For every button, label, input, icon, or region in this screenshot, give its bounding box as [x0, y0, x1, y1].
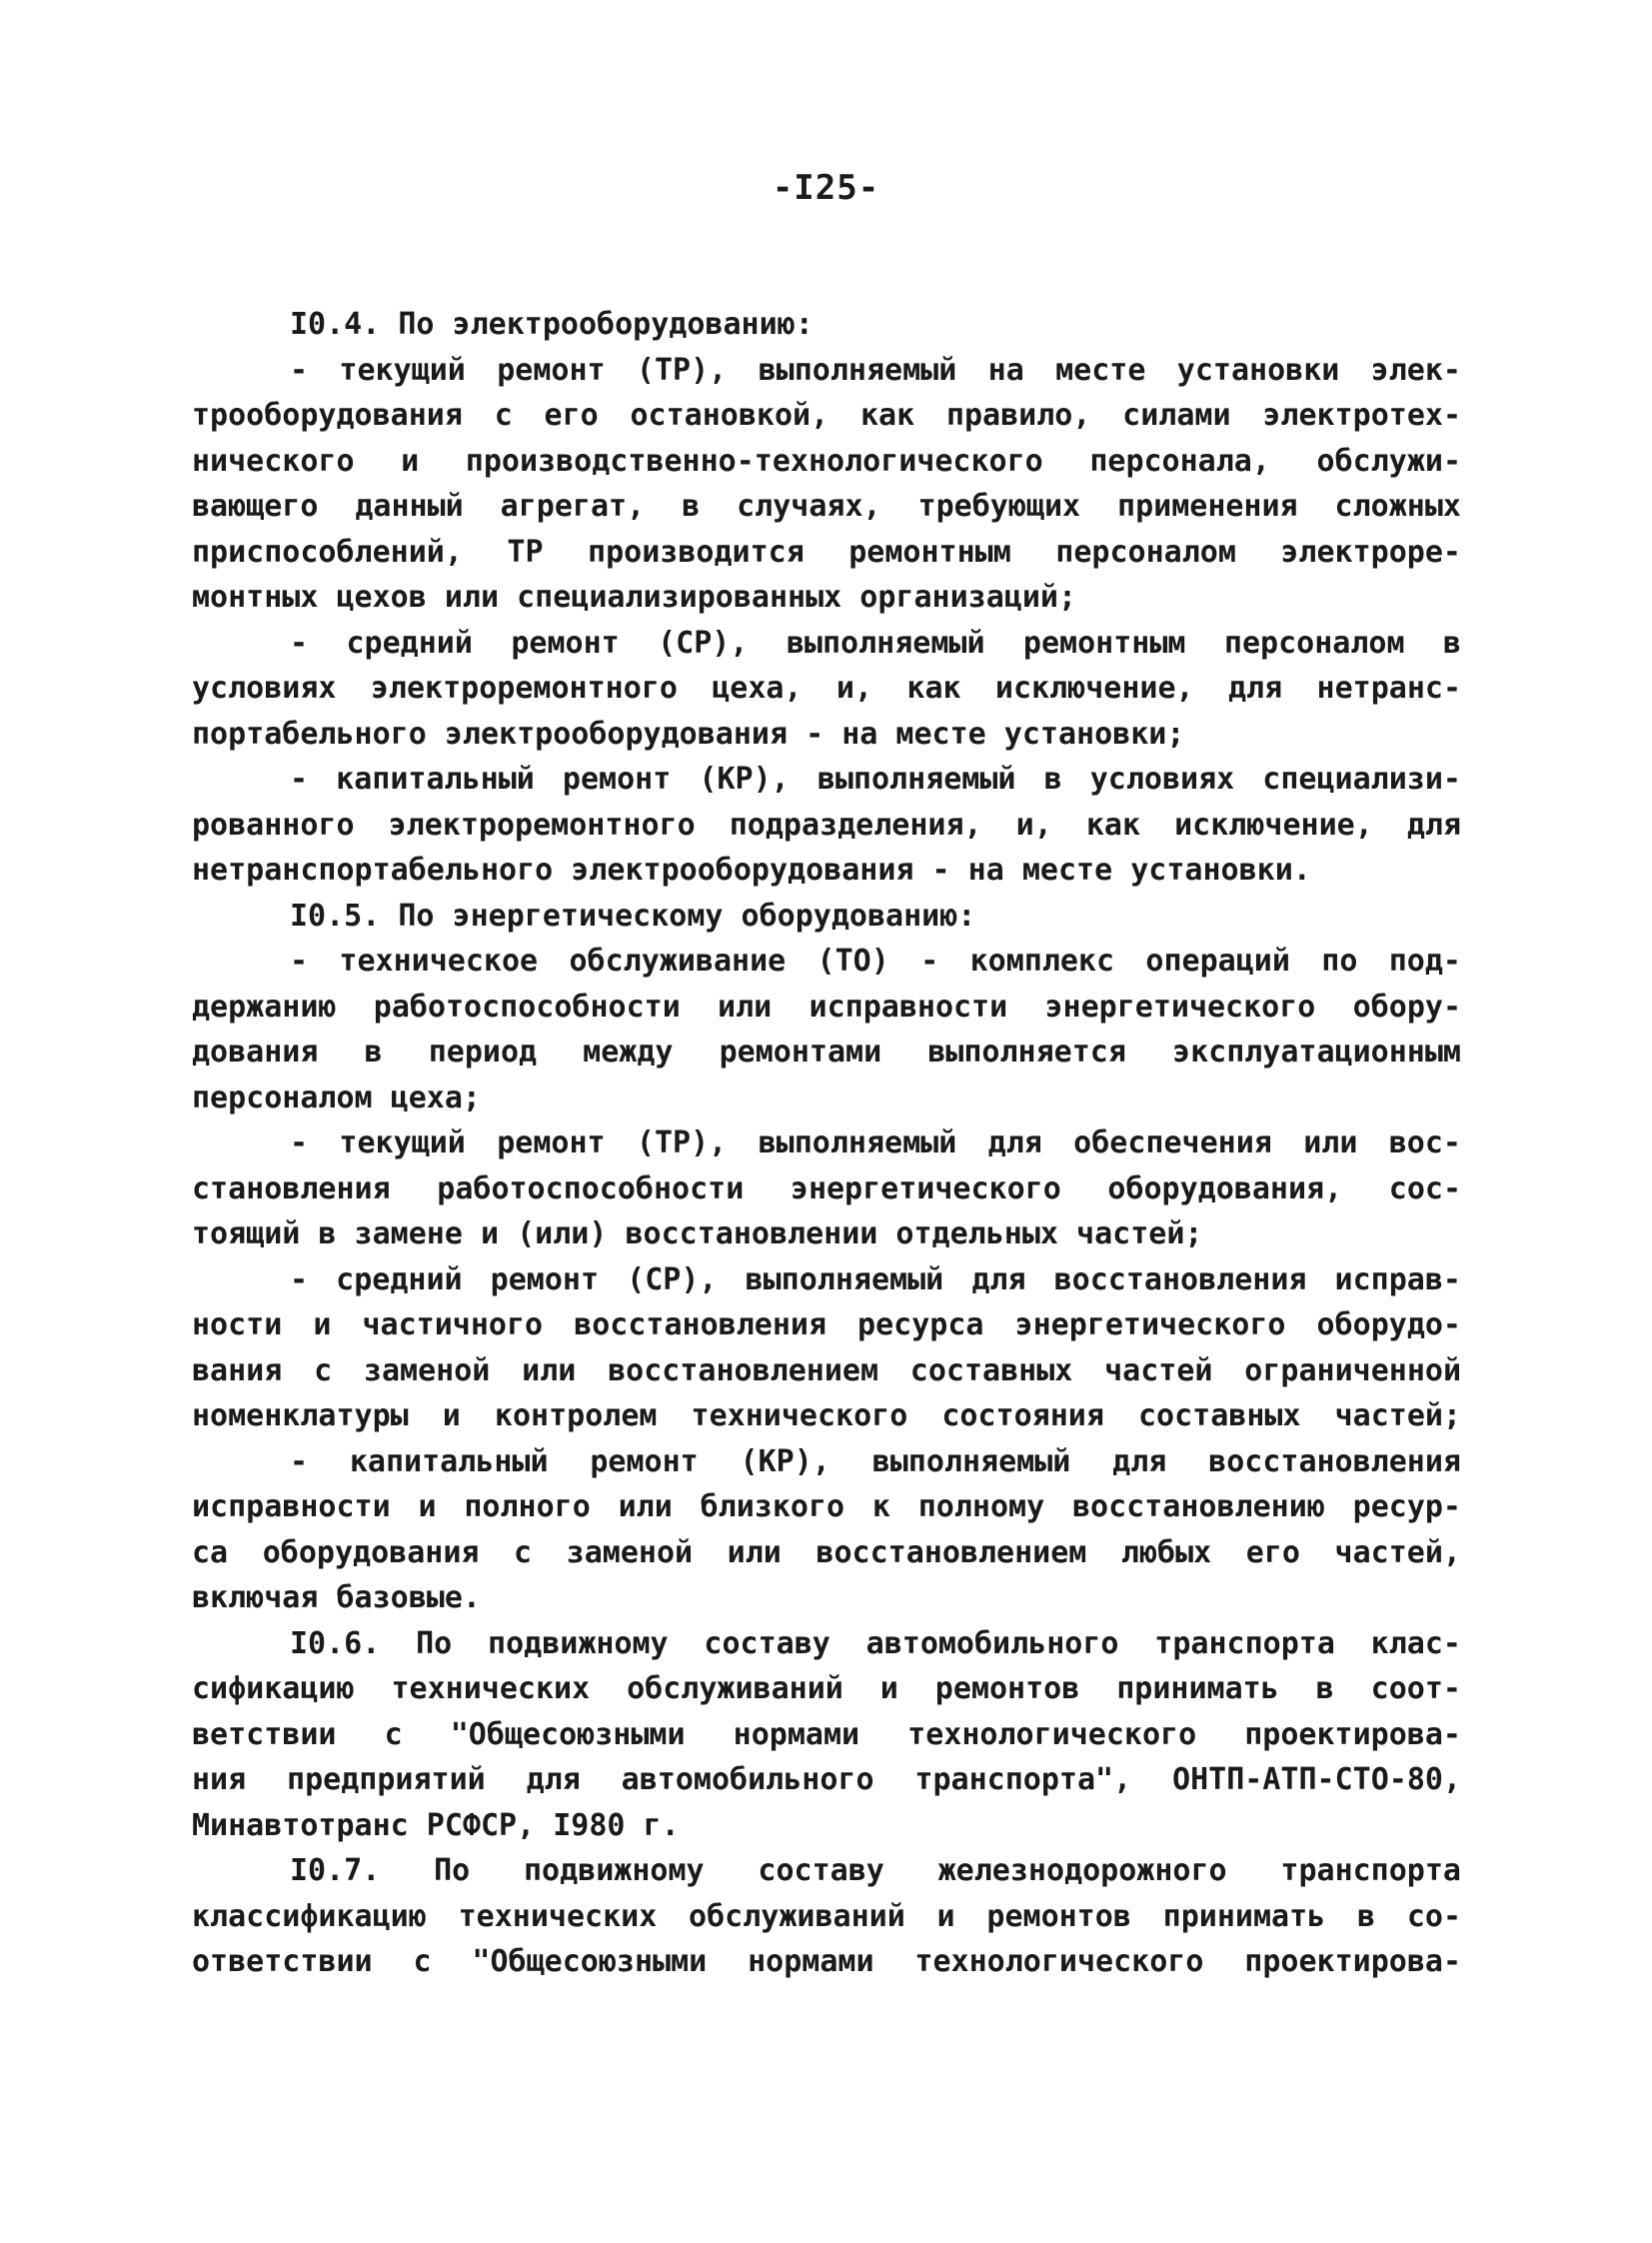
text-line: приспособлений, ТР производится ремонтным персоналом электроре- [192, 534, 1461, 570]
text-line: Минавтотранс РСФСР, I980 г. [192, 1807, 680, 1843]
section-heading-line: I0.4. По электрооборудованию: [290, 307, 814, 342]
text-line: са оборудования с заменой или восстановлением любых его частей, [192, 1534, 1461, 1570]
text-line: портабельного электрооборудования - на месте установки; [192, 716, 1185, 752]
text-line: ответствии с "Общесоюзными нормами технологического проектирова- [192, 1944, 1461, 1979]
text-line: становления работоспособности энергетического оборудования, сос- [192, 1170, 1461, 1206]
section-heading-line: I0.5. По энергетическому оборудованию: [290, 898, 976, 934]
text-line: - техническое обслуживание (ТО) - комплекс операций по под- [290, 944, 1461, 979]
text-line: монтных цехов или специализированных организаций; [192, 580, 1077, 615]
text-line: - текущий ремонт (ТР), выполняемый на месте установки элек- [290, 352, 1461, 388]
text-line: - средний ремонт (СР), выполняемый ремонтным персоналом в [290, 625, 1461, 661]
text-line: - капитальный ремонт (КР), выполняемый в условиях специализи- [290, 762, 1461, 797]
text-line: классификацию технических обслуживаний и ремонтов принимать в со- [192, 1898, 1461, 1934]
text-line: - текущий ремонт (ТР), выполняемый для обеспечения или вос- [290, 1125, 1461, 1160]
text-line: ния предприятий для автомобильного транспорта", ОНТП-АТП-СТО-80, [192, 1762, 1461, 1797]
text-line: условиях электроремонтного цеха, и, как исключение, для нетранс- [192, 671, 1461, 706]
text-line: держанию работоспособности или исправности энергетического обору- [192, 989, 1461, 1025]
text-line: нического и производственно-технологического персонала, обслужи- [192, 443, 1461, 479]
text-line: тоящий в замене и (или) восстановлении отдельных частей; [192, 1216, 1203, 1251]
text-line: ветствии с "Общесоюзными нормами технологического проектирова- [192, 1716, 1461, 1752]
body-text [192, 302, 1461, 1985]
text-line: сификацию технических обслуживаний и ремонтов принимать в соот- [192, 1671, 1461, 1706]
text-line: вания с заменой или восстановлением составных частей ограниченной [192, 1352, 1461, 1388]
page-number: -I25- [772, 168, 880, 208]
text-line: номенклатуры и контролем технического состояния составных частей; [192, 1398, 1461, 1433]
text-line: персоналом цеха; [192, 1080, 481, 1116]
text-line: нетранспортабельного электрооборудования - на месте установки. [192, 853, 1311, 888]
text-line: включая базовые. [192, 1580, 481, 1615]
text-line: вающего данный агрегат, в случаях, требующих применения сложных [192, 489, 1461, 524]
section-heading-line: I0.7. По подвижному составу железнодорожного транспорта [290, 1853, 1461, 1888]
section-heading-line: I0.6. По подвижному составу автомобильного транспорта клас- [290, 1625, 1461, 1661]
text-line: ности и частичного восстановления ресурса энергетического оборудо- [192, 1307, 1461, 1342]
text-line: трооборудования с его остановкой, как правило, силами электротех- [192, 398, 1461, 433]
text-line: дования в период между ремонтами выполняется эксплуатационным [192, 1035, 1461, 1070]
text-line: - средний ремонт (СР), выполняемый для восстановления исправ- [290, 1261, 1461, 1297]
text-line: рованного электроремонтного подразделения, и, как исключение, для [192, 807, 1461, 843]
text-line: - капитальный ремонт (КР), выполняемый для восстановления [290, 1443, 1461, 1479]
text-line: исправности и полного или близкого к полному восстановлению ресур- [192, 1489, 1461, 1524]
